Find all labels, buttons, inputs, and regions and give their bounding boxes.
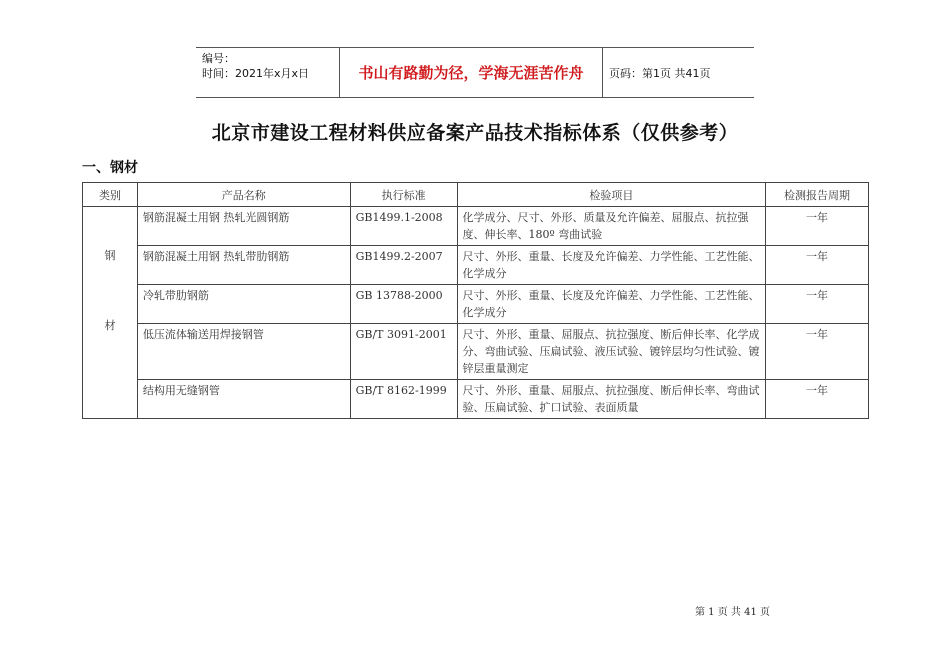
report-cycle: 一年 <box>766 285 869 324</box>
header-standard: 执行标准 <box>350 183 457 207</box>
report-cycle: 一年 <box>766 324 869 380</box>
header-time: 时间：2021年x月x日 <box>202 67 310 80</box>
standard: GB1499.1-2008 <box>350 207 457 246</box>
product-name: 冷轧带肋钢筋 <box>137 285 350 324</box>
standard: GB1499.2-2007 <box>350 246 457 285</box>
header-meta <box>196 48 339 97</box>
page-header <box>196 47 754 98</box>
header-category: 类别 <box>83 183 138 207</box>
category-cell <box>83 207 138 419</box>
test-items: 尺寸、外形、重量、长度及允许偏差、力学性能、工艺性能、化学成分 <box>457 285 766 324</box>
table-row <box>83 324 869 380</box>
test-items: 尺寸、外形、重量、屈服点、抗拉强度、断后伸长率、弯曲试验、压扁试验、扩口试验、表面质量 <box>457 380 766 419</box>
category-char: 钢 <box>104 249 116 262</box>
document-title: 北京市建设工程材料供应备案产品技术指标体系（仅供参考） <box>211 122 739 144</box>
table-row <box>83 285 869 324</box>
table-row <box>83 246 869 285</box>
test-items: 尺寸、外形、重量、长度及允许偏差、力学性能、工艺性能、化学成分 <box>457 246 766 285</box>
header-page: 页码：第1页 共41页 <box>609 66 711 80</box>
product-name: 钢筋混凝土用钢 热轧带肋钢筋 <box>137 246 350 285</box>
test-items: 化学成分、尺寸、外形、质量及允许偏差、屈服点、抗拉强度、伸长率、180º 弯曲试验 <box>457 207 766 246</box>
product-name: 低压流体输送用焊接钢管 <box>137 324 350 380</box>
header-slogan: 书山有路勤为径，学海无涯苦作舟 <box>339 48 603 97</box>
header-number: 编号： <box>202 52 235 65</box>
table-row <box>83 207 869 246</box>
header-test-items: 检验项目 <box>457 183 766 207</box>
page-footer: 第 1 页 共 41 页 <box>695 607 770 618</box>
report-cycle: 一年 <box>766 207 869 246</box>
header-product-name: 产品名称 <box>137 183 350 207</box>
table-row <box>83 380 869 419</box>
spec-table <box>82 182 869 419</box>
table-header-row <box>83 183 869 207</box>
category-char: 材 <box>104 319 116 332</box>
product-name: 钢筋混凝土用钢 热轧光圆钢筋 <box>137 207 350 246</box>
report-cycle: 一年 <box>766 380 869 419</box>
header-report-cycle: 检测报告周期 <box>766 183 869 207</box>
standard: GB/T 8162-1999 <box>350 380 457 419</box>
report-cycle: 一年 <box>766 246 869 285</box>
section-title: 一、钢材 <box>82 160 138 176</box>
standard: GB 13788-2000 <box>350 285 457 324</box>
test-items: 尺寸、外形、重量、屈服点、抗拉强度、断后伸长率、化学成分、弯曲试验、压扁试验、液压试验、镀锌层均匀性试验、镀锌层重量测定 <box>457 324 766 380</box>
product-name: 结构用无缝钢管 <box>137 380 350 419</box>
standard: GB/T 3091-2001 <box>350 324 457 380</box>
